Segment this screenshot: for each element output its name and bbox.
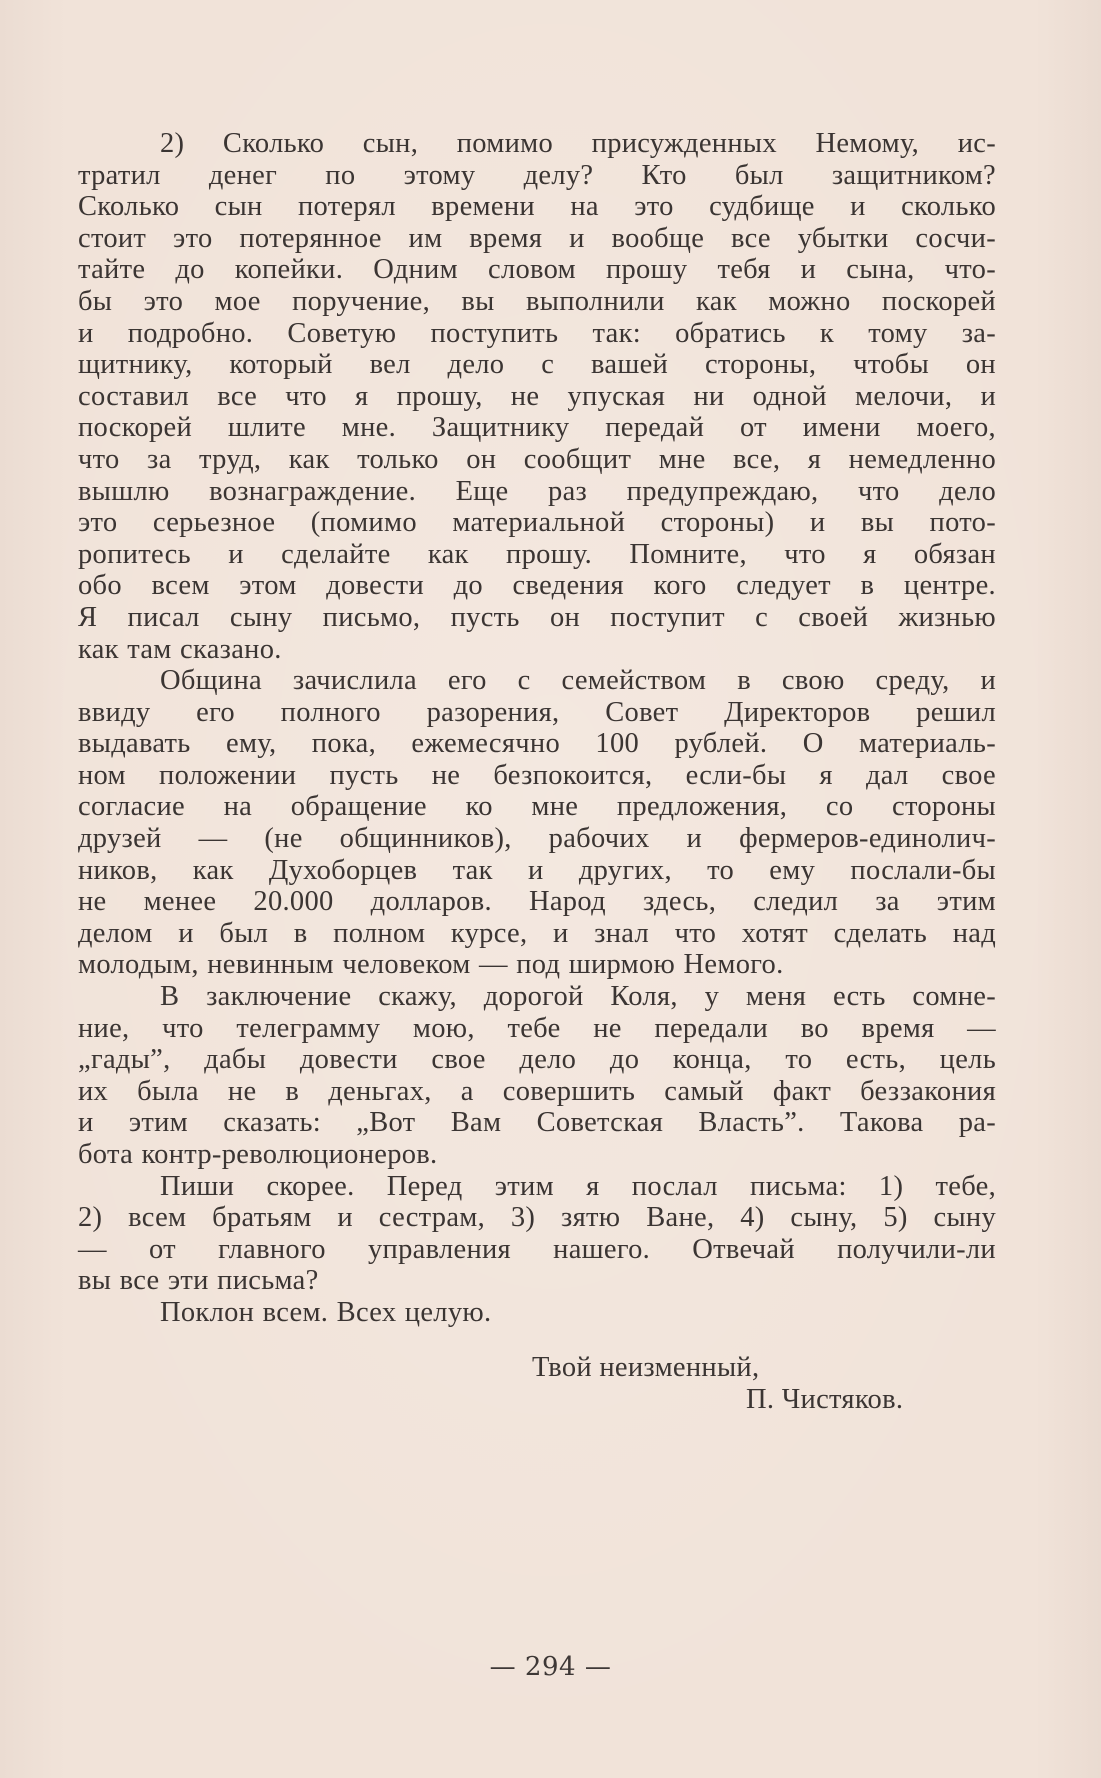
- text-line: согласие на обращение ко мне предложения, со стороны: [78, 791, 996, 823]
- text-line: не менее 20.000 долларов. Народ здесь, следил за этим: [78, 886, 996, 918]
- text-line: молодым, невинным человеком — под ширмою Немого.: [78, 949, 784, 981]
- text-line: Община зачислила его с семейством в свою среду, и: [160, 665, 996, 697]
- text-line: ние, что телеграмму мою, тебе не передали во время —: [78, 1012, 996, 1044]
- text-line: бы это мое поручение, вы выполнили как можно поскорей: [78, 285, 996, 317]
- text-line: Поклон всем. Всех целую.: [160, 1296, 492, 1328]
- text-line: 2) всем братьям и сестрам, 3) зятю Ване, 4) сыну, 5) сыну: [78, 1202, 996, 1234]
- text-line: стоит это потерянное им время и вообще все убытки сосчи-: [78, 222, 996, 254]
- text-line: тратил денег по этому делу? Кто был защитником?: [78, 159, 996, 191]
- text-line: выдавать ему, пока, ежемесячно 100 рублей. О материаль-: [78, 728, 996, 760]
- text-line: щитнику, который вел дело с вашей стороны, чтобы он: [78, 349, 996, 381]
- text-line: — от главного управления нашего. Отвечай получили-ли: [78, 1233, 996, 1265]
- text-line: вышлю вознаграждение. Еще раз предупреждаю, что дело: [78, 475, 996, 507]
- text-line: делом и был в полном курсе, и знал что хотят сделать над: [78, 917, 996, 949]
- text-line: друзей — (не общинников), рабочих и фермеров-единолич-: [78, 823, 996, 855]
- letter-body: [78, 128, 996, 1329]
- text-line: В заключение скажу, дорогой Коля, у меня есть сомне-: [160, 981, 996, 1013]
- text-line: как там сказано.: [78, 633, 282, 665]
- signature: П. Чистяков.: [746, 1384, 904, 1415]
- text-line: ввиду его полного разорения, Совет Директоров решил: [78, 696, 996, 728]
- closing-salutation: Твой неизменный,: [532, 1352, 760, 1383]
- text-line: и этим сказать: „Вот Вам Советская Власть”. Такова ра-: [78, 1107, 996, 1139]
- text-line: вы все эти письма?: [78, 1265, 319, 1297]
- text-line: обо всем этом довести до сведения кого следует в центре.: [78, 570, 996, 602]
- text-line: тайте до копейки. Одним словом прошу тебя и сына, что-: [78, 254, 996, 286]
- text-line: это серьезное (помимо материальной стороны) и вы пото-: [78, 507, 996, 539]
- text-line: ников, как Духоборцев так и других, то ему послали-бы: [78, 854, 996, 886]
- text-line: их была не в деньгах, а совершить самый факт беззакония: [78, 1075, 996, 1107]
- text-line: и подробно. Советую поступить так: обратись к тому за-: [78, 317, 996, 349]
- text-line: „гады”, дабы довести свое дело до конца, то есть, цель: [78, 1044, 996, 1076]
- text-line: Сколько сын потерял времени на это судбище и сколько: [78, 191, 996, 223]
- text-line: бота контр-революционеров.: [78, 1139, 438, 1170]
- text-line: поскорей шлите мне. Защитнику передай от имени моего,: [78, 412, 996, 444]
- text-line: Пиши скорее. Перед этим я послал письма: 1) тебе,: [160, 1170, 996, 1202]
- text-line: составил все что я прошу, не упуская ни одной мелочи, и: [78, 380, 996, 412]
- page-number: — 294 —: [489, 1652, 612, 1682]
- text-line: Я писал сыну письмо, пусть он поступит с своей жизнью: [78, 601, 996, 633]
- text-line: ном положении пусть не безпокоится, если-бы я дал свое: [78, 759, 996, 791]
- text-line: 2) Сколько сын, помимо присужденных Немому, ис-: [160, 128, 996, 159]
- text-line: ропитесь и сделайте как прошу. Помните, что я обязан: [78, 538, 996, 570]
- text-line: что за труд, как только он сообщит мне все, я немедленно: [78, 443, 996, 475]
